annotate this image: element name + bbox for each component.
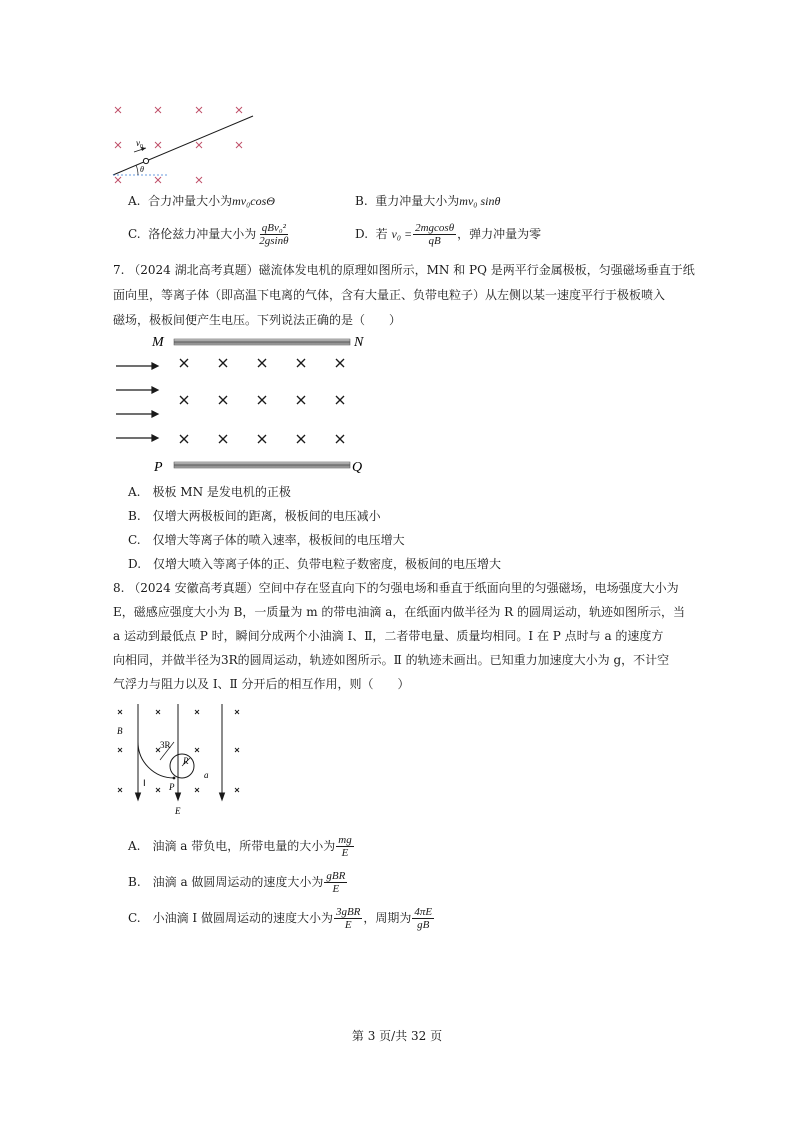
prev-option-d: [355, 222, 541, 247]
oil-drop-field-figure: [110, 702, 250, 820]
option-text: 若: [375, 227, 388, 241]
q8-option-a: [128, 834, 355, 859]
option-text: 合力冲量大小为: [148, 194, 233, 208]
option-text: B. 油滴 a 做圆周运动的速度大小为: [128, 875, 324, 889]
option-expression: mv₀cosΘ: [232, 194, 275, 208]
prev-option-a: [128, 193, 275, 209]
plasma-inflow-arrows: [116, 363, 158, 441]
q8-option-b: [128, 870, 348, 895]
option-text: A. 油滴 a 带负电，所带电量的大小为: [128, 839, 336, 853]
magnetic-cross-marks: [115, 107, 242, 183]
label-b: B: [117, 726, 123, 736]
q7-line-2: 面向里，等离子体（即高温下电离的气体，含有大量正、负带电粒子）从左侧以某一速度平行于极板喷入: [113, 288, 666, 302]
q8-line-5: 气浮力与阻力以及 Ⅰ、Ⅱ 分开后的相互作用，则（ ）: [113, 677, 410, 691]
option-prefix: B.: [355, 194, 368, 208]
q7-line-3: 磁场，极板间便产生电压。下列说法正确的是（ ）: [113, 313, 402, 327]
prev-option-b: [355, 193, 500, 209]
fraction: $\frac{mg}{E}$: [338, 834, 352, 859]
electric-field-lines: [136, 704, 225, 800]
fraction: $\frac{\text{gBR}}{E}$: [326, 870, 346, 895]
q7-option-d: D. 仅增大喷入等离子体的正、负带电粒子数密度，极板间的电压增大: [128, 557, 502, 571]
label-p: P: [169, 782, 175, 792]
option-prefix: D.: [355, 227, 369, 241]
option-text: 洛伦兹力冲量大小为: [148, 227, 257, 241]
label-m: M: [152, 335, 164, 350]
theta-label: θ: [140, 165, 144, 174]
option-prefix: A.: [128, 194, 141, 208]
option-text-after: ，弹力冲量为零: [457, 227, 542, 241]
option-expression: mv₀ sinθ: [459, 194, 501, 208]
label-e: E: [175, 806, 181, 816]
option-text-mid: ，周期为: [363, 911, 412, 925]
option-text: 重力冲量大小为: [375, 194, 460, 208]
v0-label: $v_0$: [136, 138, 143, 150]
label-i: Ⅰ: [143, 778, 146, 788]
label-a: a: [204, 770, 209, 780]
q7-option-b: B. 仅增大两极板间的距离，极板间的电压减小: [128, 509, 381, 523]
q8-line-3: a 运动到最低点 P 时，瞬间分成两个小油滴 Ⅰ、Ⅱ，二者带电量、质量均相同。Ⅰ 在 P 点时与 a 的速度方: [113, 629, 664, 643]
q8-line-4: 向相同，并做半径为3R的圆周运动，轨迹如图所示。Ⅱ 的轨迹未画出。已知重力加速度大小为 g，不计空: [113, 653, 670, 667]
label-r: R: [183, 756, 189, 766]
option-text: C. 小油滴 Ⅰ 做圆周运动的速度大小为: [128, 911, 333, 925]
q7-option-c: C. 仅增大等离子体的喷入速率，极板间的电压增大: [128, 533, 405, 547]
angle-arc: [136, 165, 138, 175]
q8-line-2: E，磁感应强度大小为 B，一质量为 m 的带电油滴 a，在纸面内做半径为 R 的圆周运动，轨迹如图所示，当: [113, 605, 686, 619]
plate-pq: [174, 462, 350, 468]
incline-magnetic-figure: [108, 100, 268, 190]
label-p: P: [154, 460, 163, 475]
option-expression: v₀ =: [391, 227, 413, 241]
prev-option-c: [128, 222, 291, 247]
fraction: $\frac{\text{qBv₀²}}{2gsin\theta}$: [259, 222, 289, 247]
page-footer: 第 3 页/共 32 页: [351, 1029, 443, 1043]
incline-line: [113, 116, 253, 175]
option-prefix: C.: [128, 227, 141, 241]
q7-line-1: 7. （2024 湖北高考真题）磁流体发电机的原理如图所示，MN 和 PQ 是两平行金属极板，匀强磁场垂直于纸: [113, 263, 695, 277]
q8-line-1: 8. （2024 安徽高考真题）空间中存在竖直向下的匀强电场和垂直于纸面向里的匀强磁场，电场强度大小为: [113, 581, 679, 595]
plate-mn: [174, 339, 350, 345]
q8-option-c: [128, 906, 435, 931]
q7-option-a: A. 极板 MN 是发电机的正极: [128, 485, 291, 499]
fraction: $\frac{2mgcos\theta}{qB}$: [415, 222, 455, 247]
mhd-generator-figure: [110, 332, 380, 477]
point-p: [173, 777, 176, 780]
fraction: $\frac{4\pi E}{gB}$: [414, 906, 433, 931]
magnetic-field-crosses: [180, 359, 344, 443]
label-3r: 3R: [160, 740, 171, 750]
label-q: Q: [352, 460, 363, 475]
particle: [143, 158, 148, 163]
fraction: $\frac{\text{3gBR}}{E}$: [335, 906, 361, 931]
label-n: N: [354, 335, 364, 350]
